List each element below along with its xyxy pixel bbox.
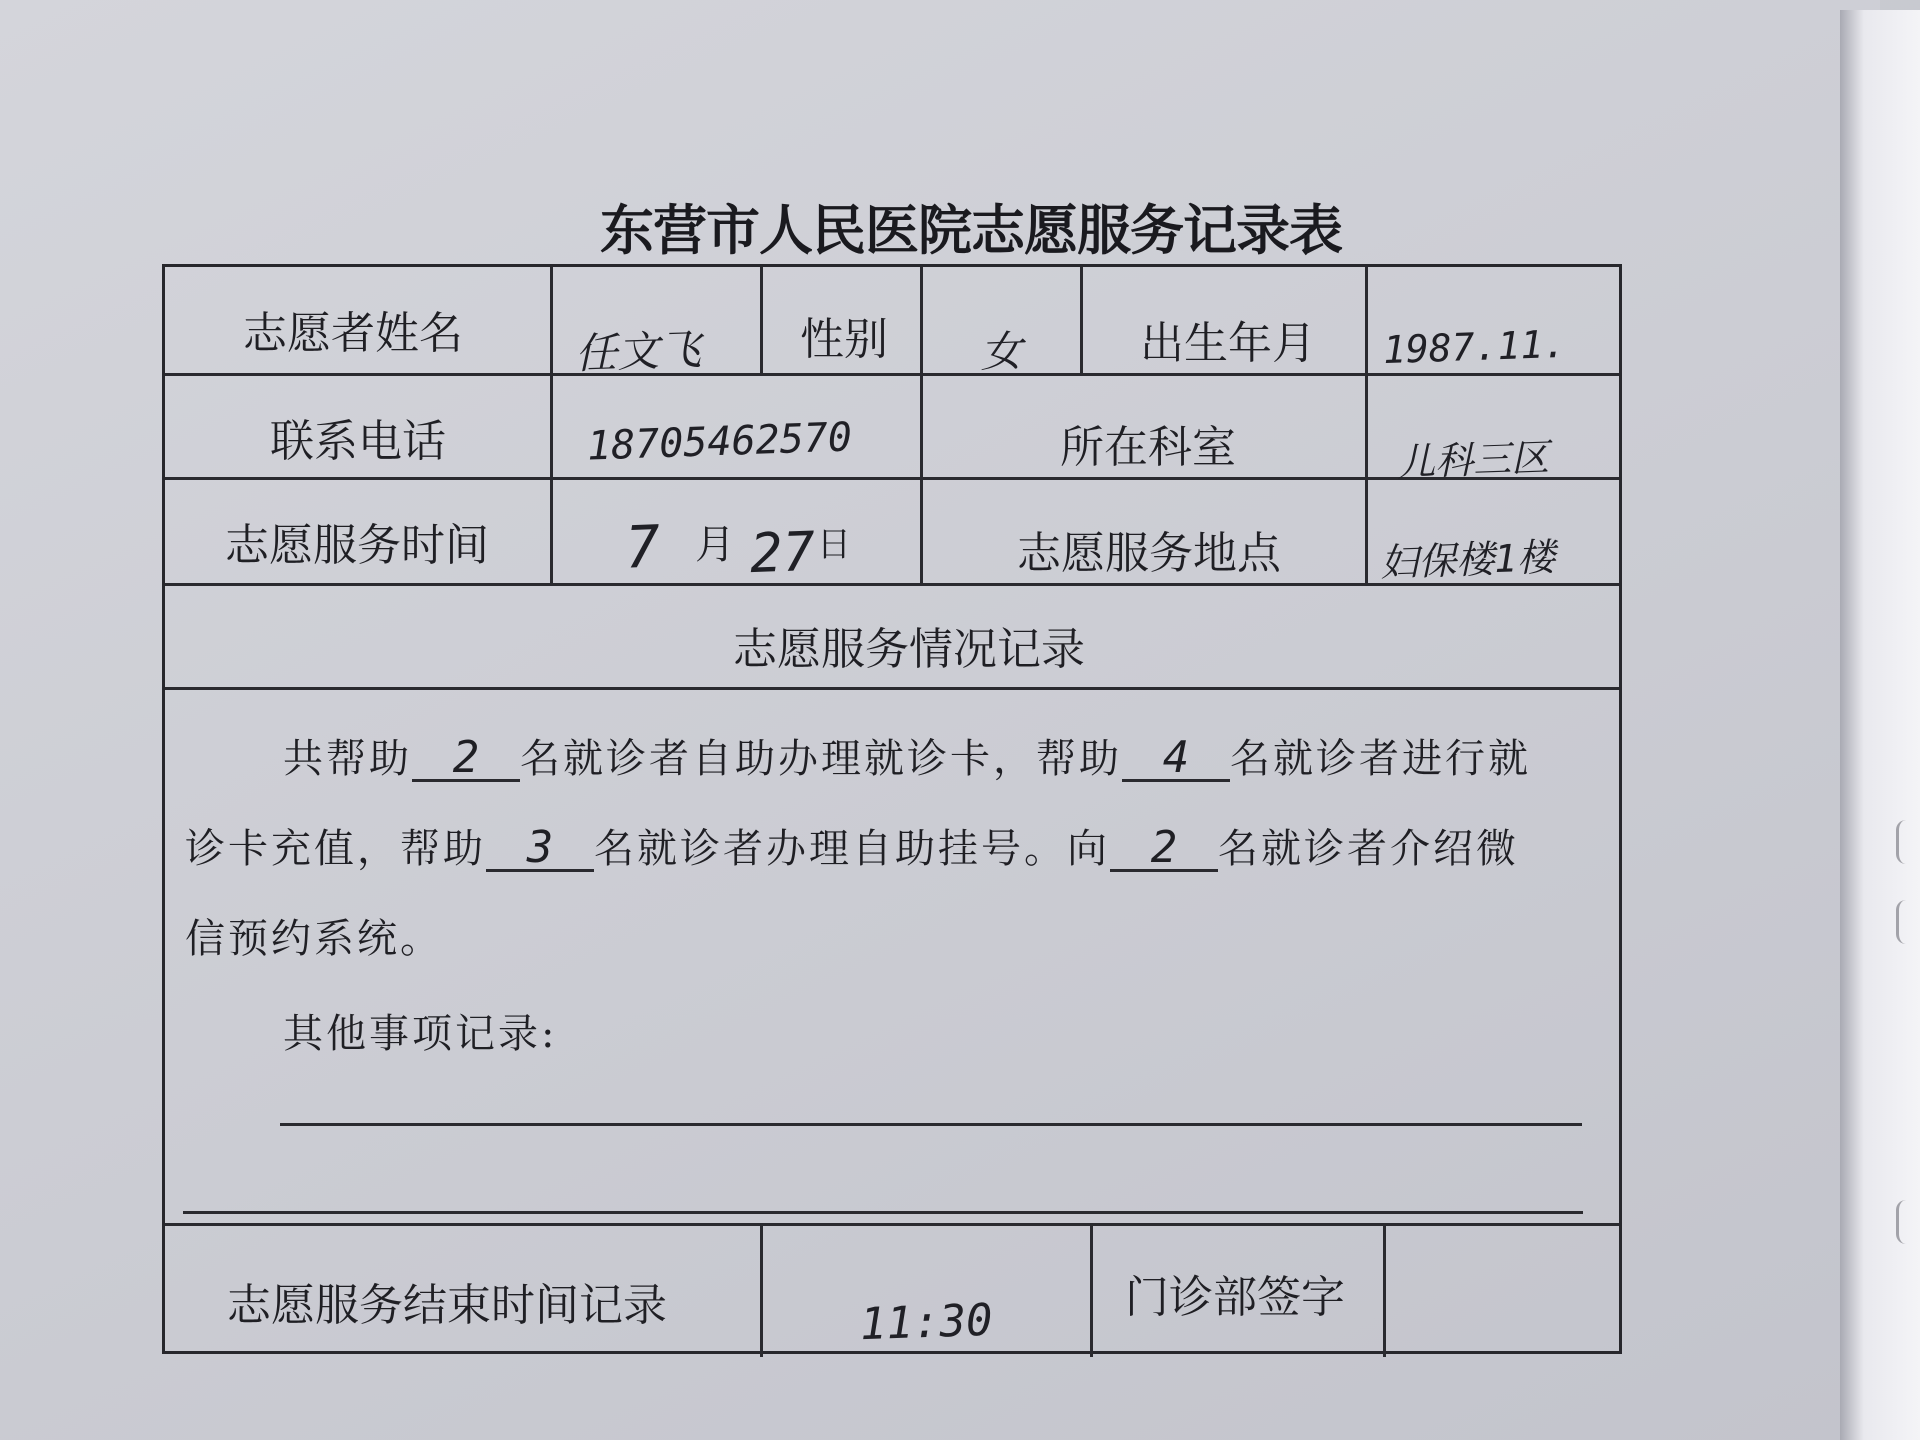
other-records-line — [183, 1211, 1583, 1214]
service-place-value: 妇保楼1楼 — [1379, 534, 1556, 586]
end-time-value: 11:30 — [859, 1294, 994, 1351]
record-text-segment: 诊卡充值，帮助 — [185, 826, 486, 872]
record-header: 志愿服务情况记录 — [733, 624, 1085, 675]
signature-label: 门诊部签字 — [1125, 1272, 1345, 1323]
name-label: 志愿者姓名 — [243, 308, 463, 359]
service-place-label: 志愿服务地点 — [1017, 528, 1281, 579]
name-value: 任文飞 — [574, 324, 702, 379]
col-divider — [760, 1223, 763, 1357]
other-records-line — [280, 1123, 1582, 1126]
gender-value: 女 — [979, 326, 1023, 377]
row-divider — [165, 373, 1619, 376]
service-day-unit: 日 — [817, 525, 851, 565]
record-line-2 — [185, 817, 1519, 874]
record-text-segment: 名就诊者办理自助挂号。向 — [594, 826, 1110, 872]
phone-value: 18705462570 — [586, 414, 853, 470]
service-time-label: 志愿服务时间 — [225, 520, 489, 571]
edge-mark — [1896, 820, 1915, 864]
volunteer-record-form — [162, 264, 1622, 1354]
col-divider — [550, 267, 553, 583]
record-line-1 — [283, 727, 1531, 784]
record-text-segment: 名就诊者进行就 — [1230, 736, 1531, 782]
department-value: 儿科三区 — [1396, 435, 1550, 485]
department-label: 所在科室 — [1060, 422, 1236, 473]
col-divider — [760, 267, 763, 373]
record-text-segment: 名就诊者自助办理就诊卡，帮助 — [520, 736, 1122, 782]
document-title: 东营市人民医院志愿服务记录表 — [600, 198, 1342, 262]
col-divider — [1090, 1223, 1093, 1357]
count-card-setup: 2 — [412, 737, 520, 782]
record-text-segment: 共帮助 — [283, 736, 412, 782]
row-divider — [165, 687, 1619, 690]
col-divider — [1365, 267, 1368, 583]
count-card-topup: 4 — [1122, 737, 1230, 782]
edge-mark — [1896, 1200, 1915, 1244]
record-line-3: 信预约系统。 — [185, 916, 443, 962]
col-divider — [1383, 1223, 1386, 1357]
row-divider — [165, 1223, 1619, 1226]
col-divider — [920, 267, 923, 583]
service-month-value: 7 — [623, 512, 662, 582]
col-divider — [1080, 267, 1083, 373]
count-wechat-intro: 2 — [1110, 827, 1218, 872]
phone-label: 联系电话 — [270, 416, 446, 467]
service-day-value: 27 — [748, 519, 817, 586]
end-time-label: 志愿服务结束时间记录 — [227, 1280, 667, 1331]
gender-label: 性别 — [800, 314, 888, 365]
other-records-label: 其他事项记录: — [283, 1011, 558, 1057]
service-month-unit: 月 — [695, 522, 735, 568]
record-text-segment: 名就诊者介绍微 — [1218, 826, 1519, 872]
birth-value: 1987.11. — [1382, 321, 1567, 373]
edge-mark — [1896, 900, 1915, 944]
birth-label: 出生年月 — [1140, 318, 1316, 369]
count-self-registration: 3 — [486, 827, 594, 872]
